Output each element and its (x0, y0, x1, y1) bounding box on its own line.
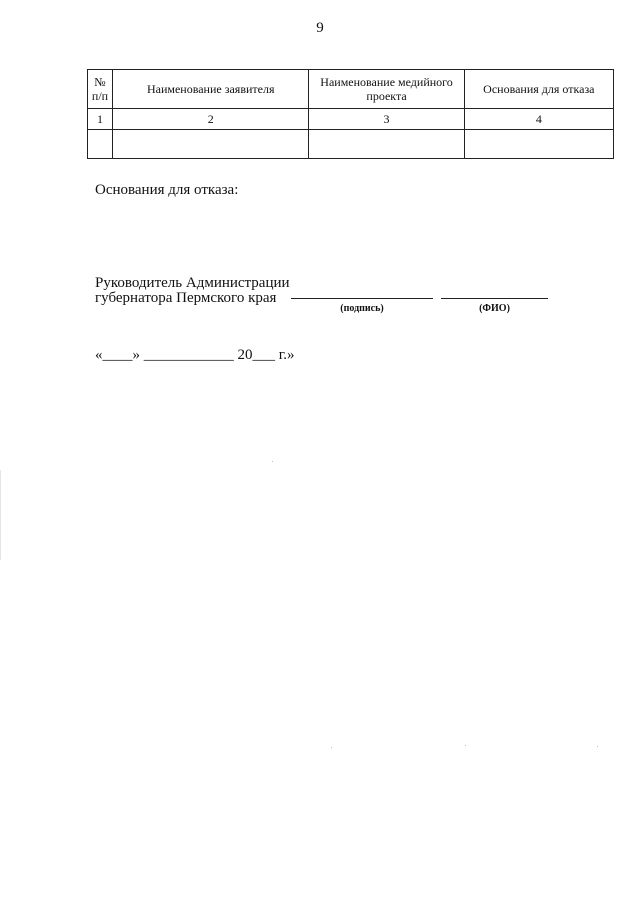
table-row (88, 130, 614, 159)
table-cell: 1 (88, 109, 113, 130)
table-header-cell: № п/п (88, 70, 113, 109)
page-number: 9 (316, 20, 324, 36)
table-header-cell: Наименование заявителя (113, 70, 309, 109)
name-caption: (ФИО) (479, 303, 510, 314)
signature-caption: (подпись) (340, 303, 384, 314)
scan-speck (331, 747, 332, 748)
scan-speck (272, 461, 273, 462)
table-cell: 3 (309, 109, 464, 130)
table-cell: 2 (113, 109, 309, 130)
name-line (441, 298, 548, 299)
table-header-row (88, 70, 614, 109)
table-cell (113, 130, 309, 159)
table-header-cell: Основания для отказа (464, 70, 613, 109)
scan-speck (465, 745, 466, 746)
section-heading: Основания для отказа: (95, 182, 239, 198)
table-cell: 4 (464, 109, 613, 130)
scan-edge-mark (0, 470, 1, 560)
signature-line (291, 298, 433, 299)
signer-block (95, 276, 290, 306)
table-cell (309, 130, 464, 159)
date-line: «____» ____________ 20___ г.» (95, 347, 295, 363)
refusal-table (87, 69, 614, 159)
table-cell (88, 130, 113, 159)
table-cell (464, 130, 613, 159)
signer-title: Руководитель Администрации (95, 275, 290, 291)
scan-speck (597, 746, 598, 747)
signer-organization: губернатора Пермского края (95, 290, 277, 306)
table-header-cell: Наименование медийного проекта (309, 70, 464, 109)
table-row (88, 109, 614, 130)
